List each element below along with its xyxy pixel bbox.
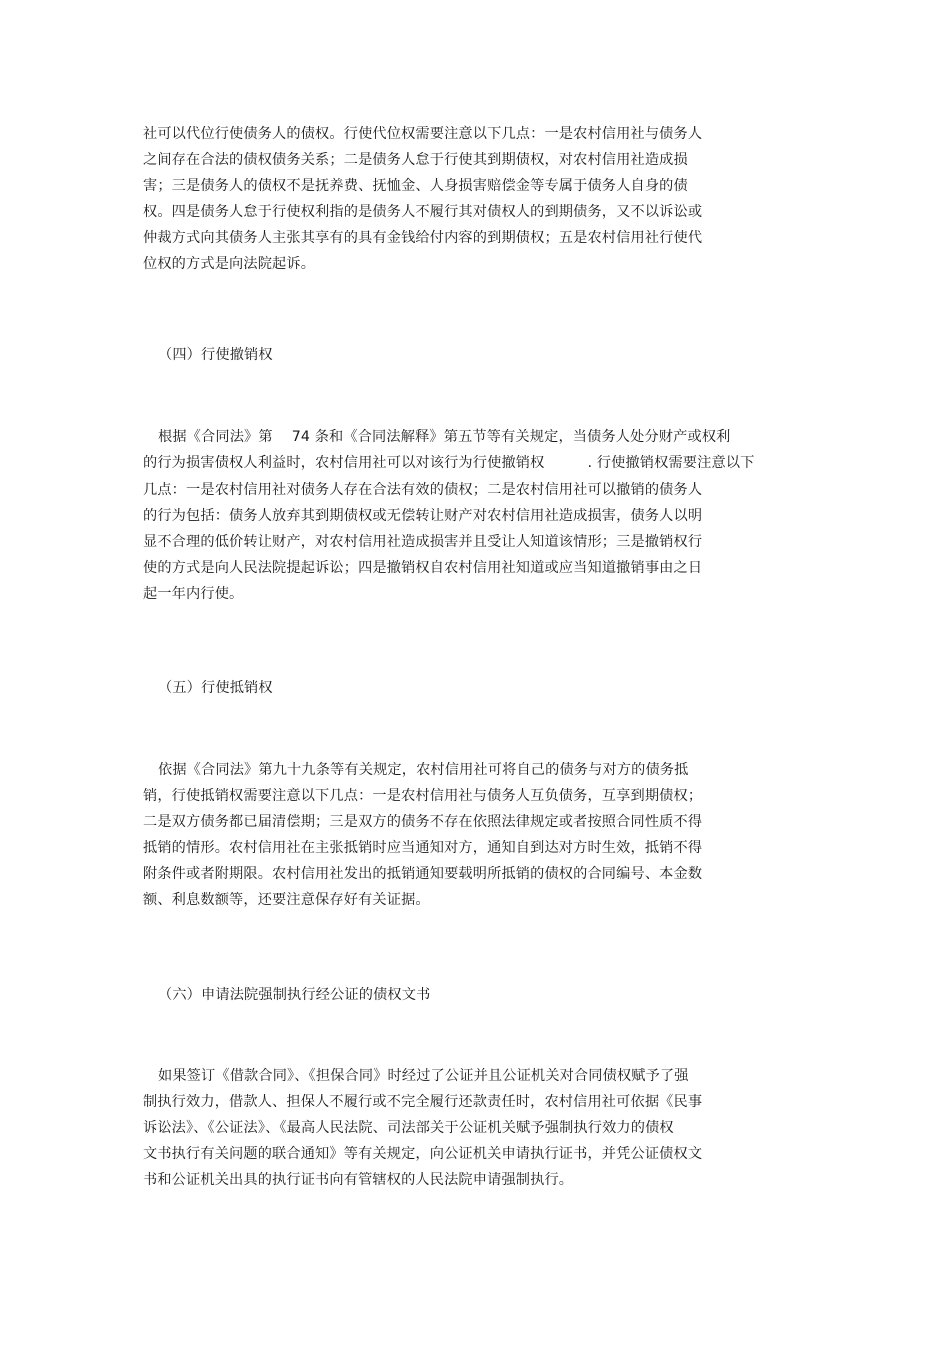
text-line: 仲裁方式向其债务人主张其享有的具有金钱给付内容的到期债权；五是农村信用社行使代 xyxy=(143,230,703,246)
text-line: 制执行效力，借款人、担保人不履行或不完全履行还款责任时，农村信用社可依据《民事 xyxy=(143,1094,703,1110)
text-line: 文书执行有关问题的联合通知》等有关规定，向公证机关申请执行证书，并凭公证债权文 xyxy=(143,1146,703,1162)
text-line: 二是双方债务都已届清偿期；三是双方的债务不存在依照法律规定或者按照合同性质不得 xyxy=(143,814,703,830)
text-line: 显不合理的低价转让财产，对农村信用社造成损害并且受让人知道该情形；三是撤销权行 xyxy=(143,534,703,550)
section-heading-4: （四）行使撤销权 xyxy=(158,347,273,363)
section-heading-6: （六）申请法院强制执行经公证的债权文书 xyxy=(158,987,431,1003)
text-line: 销，行使抵销权需要注意以下几点：一是农村信用社与债务人互负债务，互享到期债权； xyxy=(143,788,703,804)
text-line: 依据《合同法》第九十九条等有关规定，农村信用社可将自己的债务与对方的债务抵 xyxy=(158,762,689,778)
text-line: 诉讼法》、《公证法》、《最高人民法院、司法部关于公证机关赋予强制执行效力的债权 xyxy=(143,1120,674,1136)
text-line: 位权的方式是向法院起诉。 xyxy=(143,256,316,272)
text-line: 之间存在合法的债权债务关系；二是债务人怠于行使其到期债权，对农村信用社造成损 xyxy=(143,152,688,168)
text-line: 根据《合同法》第 74 条和《合同法解释》第五节等有关规定，当债务人处分财产或权利 xyxy=(158,429,731,445)
text-line: 附条件或者附期限。农村信用社发出的抵销通知要载明所抵销的债权的合同编号、本金数 xyxy=(143,866,703,882)
text-line: 害；三是债务人的债权不是抚养费、抚恤金、人身损害赔偿金等专属于债务人自身的债 xyxy=(143,178,688,194)
text-line: 如果签订《借款合同》、《担保合同》时经过了公证并且公证机关对合同债权赋予了强 xyxy=(158,1068,689,1084)
text-line: 的行为包括：债务人放弃其到期债权或无偿转让财产对农村信用社造成损害，债务人以明 xyxy=(143,508,703,524)
text-line: 几点：一是农村信用社对债务人存在合法有效的债权；二是农村信用社可以撤销的债务人 xyxy=(143,482,703,498)
text-line: 起一年内行使。 xyxy=(143,586,244,602)
text-line: 使的方式是向人民法院提起诉讼；四是撤销权自农村信用社知道或应当知道撤销事由之日 xyxy=(143,560,703,576)
text-line: 的行为损害债权人利益时，农村信用社可以对该行为行使撤销权 . 行使撤销权需要注意以下 xyxy=(143,455,755,471)
text-line: 权。四是债务人怠于行使权利指的是债务人不履行其对债权人的到期债务，又不以诉讼或 xyxy=(143,204,703,220)
text-line: 额、利息数额等，还要注意保存好有关证据。 xyxy=(143,892,430,908)
section-heading-5: （五）行使抵销权 xyxy=(158,680,273,696)
text-line: 抵销的情形。农村信用社在主张抵销时应当通知对方，通知自到达对方时生效，抵销不得 xyxy=(143,840,703,856)
text-line: 书和公证机关出具的执行证书向有管辖权的人民法院申请强制执行。 xyxy=(143,1172,574,1188)
text-line: 社可以代位行使债务人的债权。行使代位权需要注意以下几点：一是农村信用社与债务人 xyxy=(143,126,703,142)
